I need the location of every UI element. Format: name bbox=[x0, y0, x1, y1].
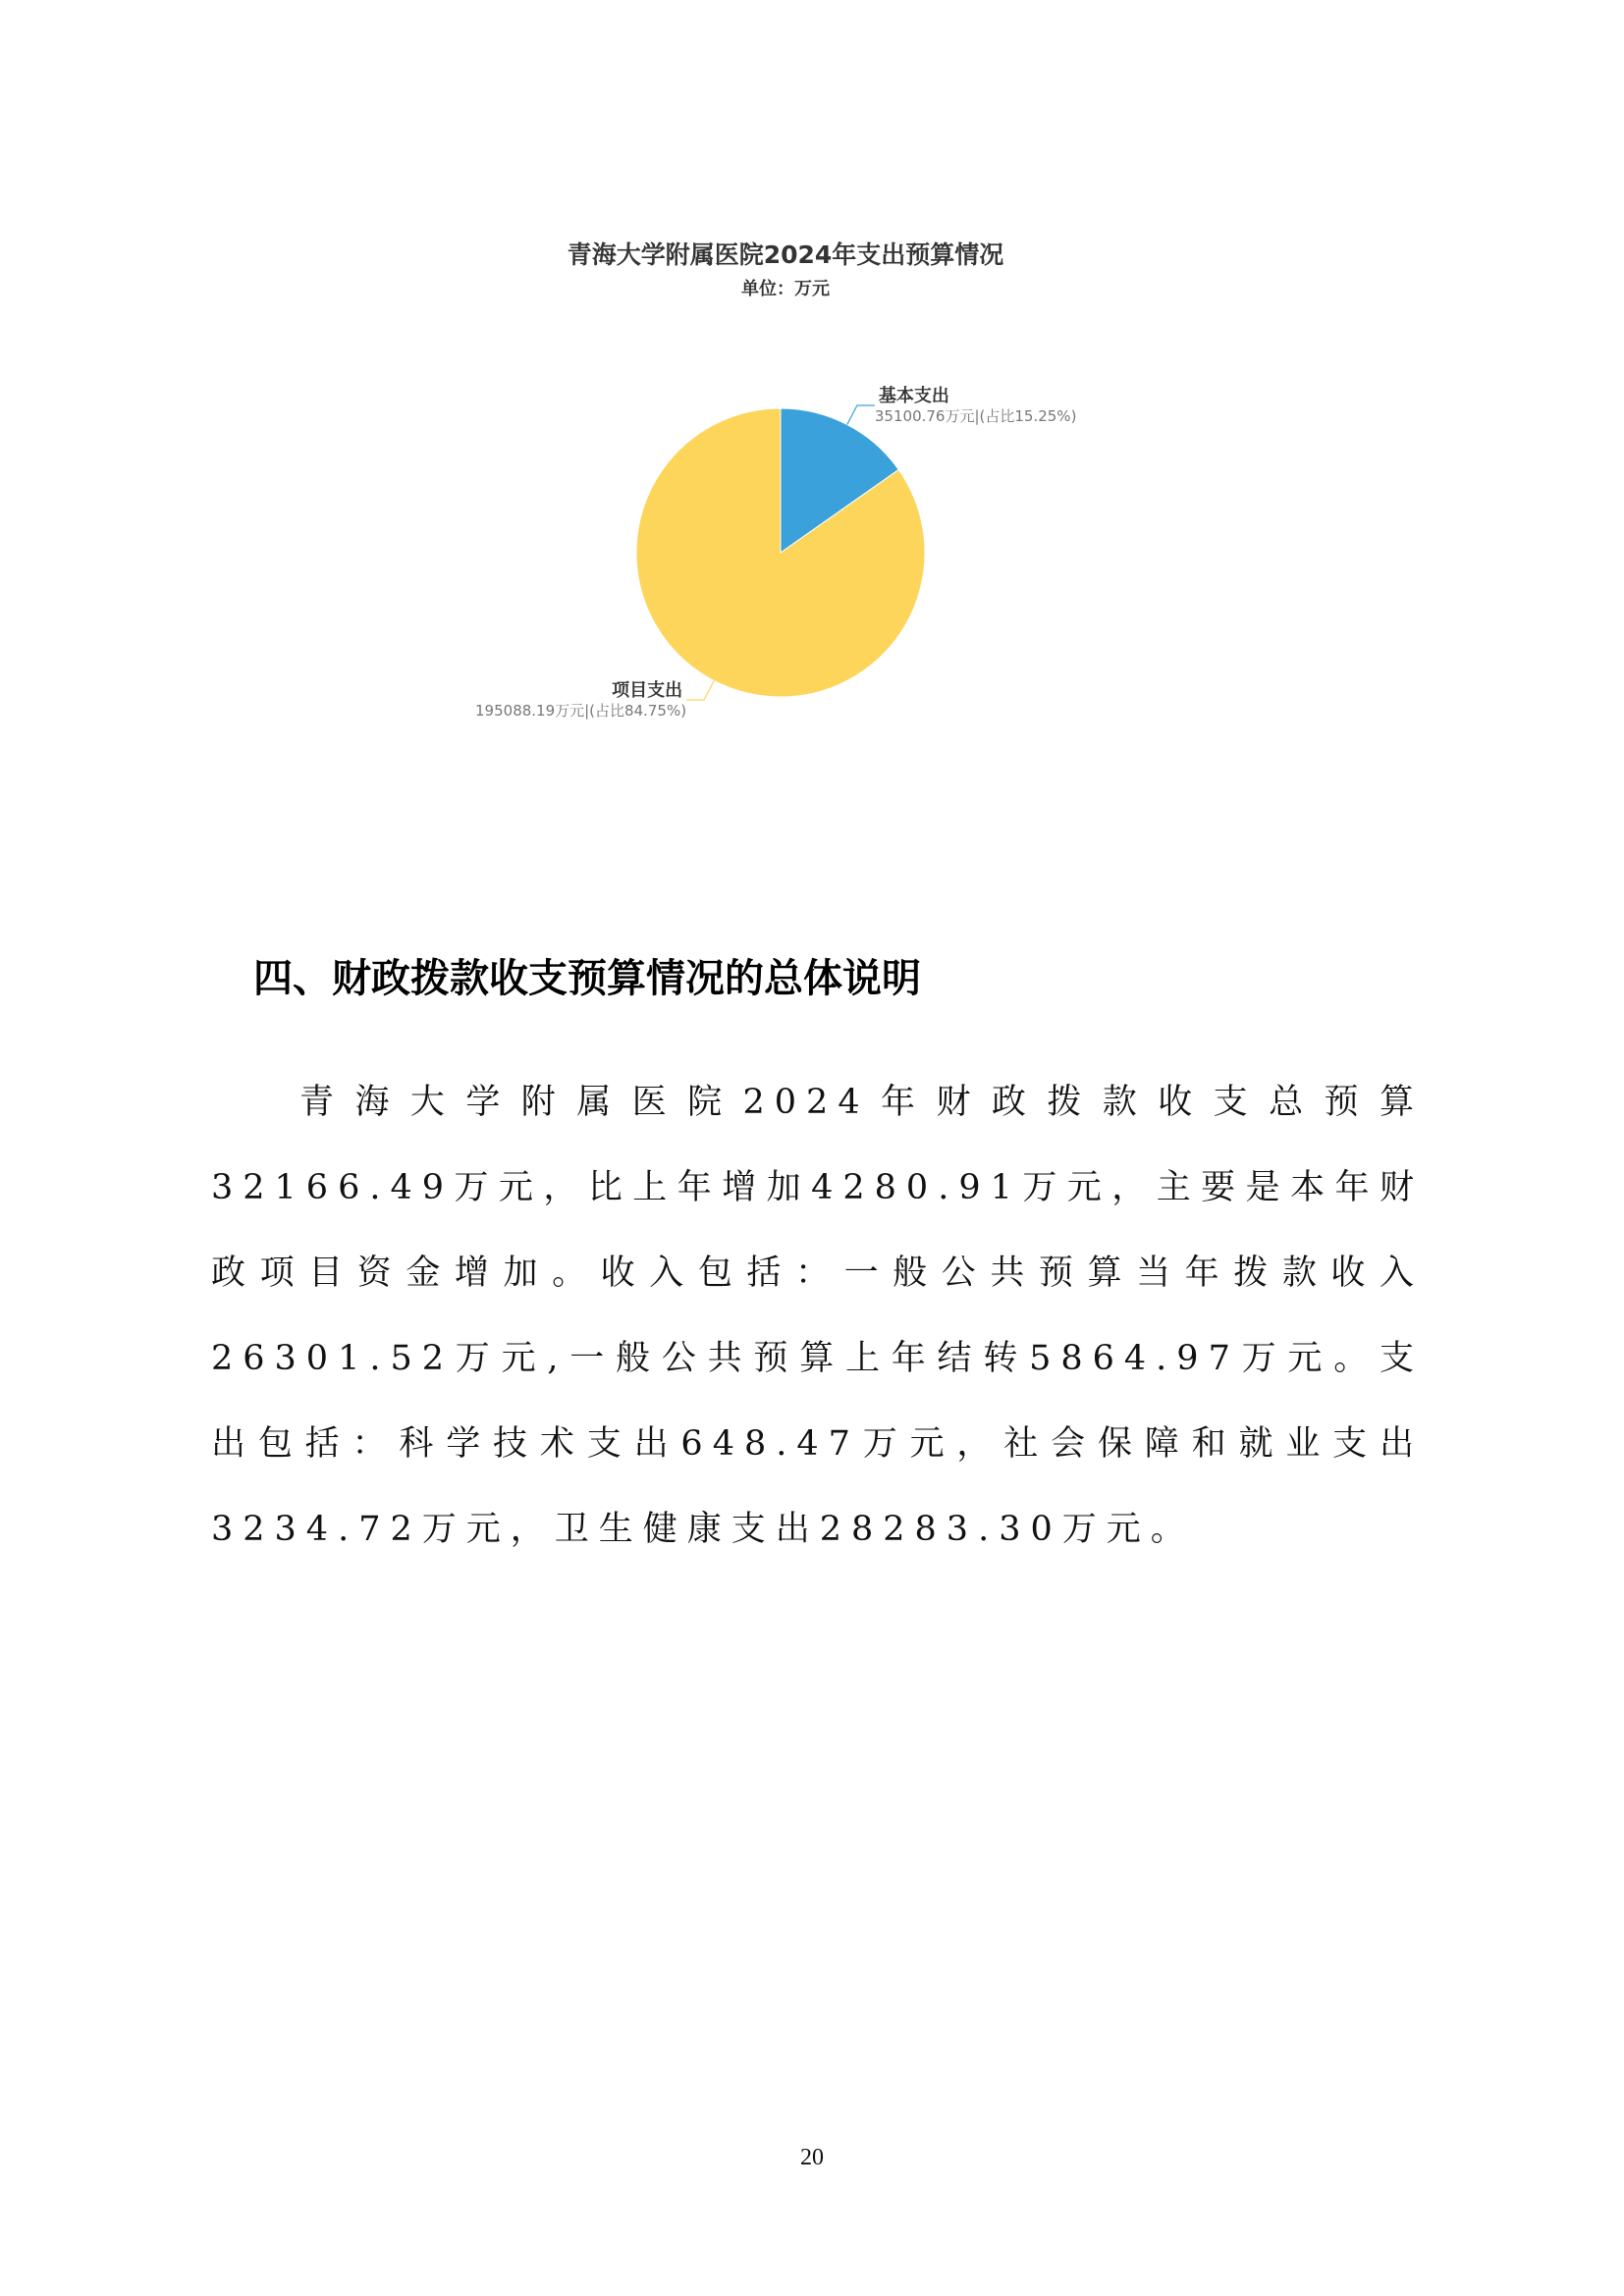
section-paragraph: 青海大学附属医院2024年财政拨款收支总预算32166.49万元，比上年增加4280.91万元，主要是本年财政项目资金增加。收入包括：一般公共预算当年拨款收入26301.52万元,一般公共预算上年结转5864.97万元。支出包括：科学技术支出648.47万元，社会保障和就业支出3234.72万元，卫生健康支出28283.30万元。 bbox=[211, 1083, 1424, 1549]
chart-subtitle: 单位：万元 bbox=[741, 279, 830, 299]
pie-label-name: 基本支出 bbox=[878, 386, 949, 407]
pie-leader-line bbox=[686, 680, 714, 700]
chart-title: 青海大学附属医院2024年支出预算情况 bbox=[567, 240, 1004, 269]
pie-chart bbox=[295, 216, 1276, 766]
pie-leader-line bbox=[847, 405, 875, 425]
page-number: 20 bbox=[800, 2145, 824, 2170]
pie-label-value: 195088.19万元|(占比84.75%) bbox=[475, 701, 687, 720]
pie-label-value: 35100.76万元|(占比15.25%) bbox=[874, 407, 1077, 426]
section-heading: 四、财政拨款收支预算情况的总体说明 bbox=[253, 956, 921, 1001]
pie-chart-canvas bbox=[295, 216, 1276, 766]
pie-label-name: 项目支出 bbox=[612, 679, 683, 701]
